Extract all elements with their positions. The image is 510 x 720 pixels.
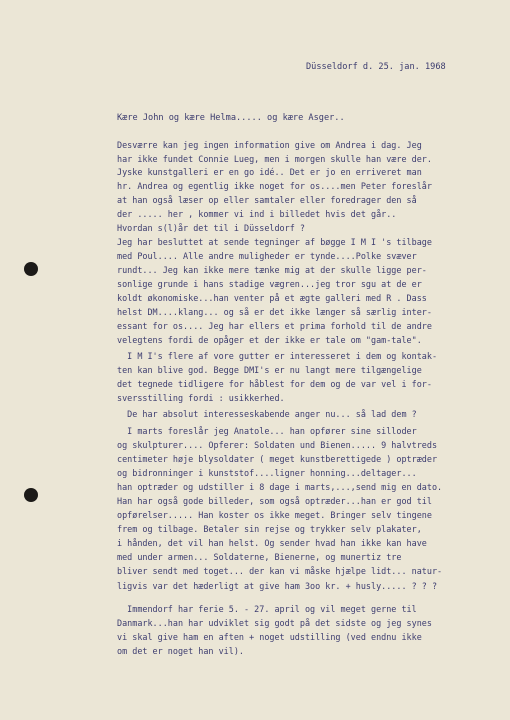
letter-line: Jyske kunstgalleri er en go idé.. Det er jo en erriveret man (117, 167, 422, 177)
letter-line: ligvis var det hæderligt at give ham 3oo kr. + husly..... ? ? ? (117, 581, 438, 591)
letter-line: med under armen... Soldaterne, Bienerne, og munertiz tre (117, 552, 402, 562)
letter-line: bliver sendt med toget... der kan vi måske hjælpe lidt... natur- (117, 566, 443, 576)
letter-line: Hvordan s(l)år det til i Düsseldorf ? (117, 223, 305, 233)
letter-line: sversstilling fordi : usikkerhed. (117, 393, 285, 403)
letter-line: opførelser..... Han koster os ikke meget. Bringer selv tingene (117, 510, 432, 520)
letter-line: med Poul.... Alle andre muligheder er tynde....Polke svæver (117, 251, 417, 261)
letter-line: ten kan blive god. Begge DMI's er nu langt mere tilgængelige (117, 365, 422, 375)
letter-line: det tegnede tidligere for håblest for dem og de var vel i for- (117, 379, 432, 389)
letter-line: De har absolut interesseskabende anger nu... så lad dem ? (117, 409, 417, 419)
punch-hole-bottom (24, 488, 38, 502)
letter-line: og skulpturer.... Opferer: Soldaten und Bienen..... 9 halvtreds (117, 440, 438, 450)
letter-line: har ikke fundet Connie Lueg, men i morgen skulle han være der. (117, 154, 432, 164)
letter-line: I marts foreslår jeg Anatole... han opfører sine silloder (117, 426, 417, 436)
letter-line: Jeg har besluttet at sende tegninger af bøgge I M I 's tilbage (117, 237, 432, 247)
letter-line: hr. Andrea og egentlig ikke noget for os....men Peter foreslår (117, 181, 432, 191)
letter-line: helst DM....klang... og så er det ikke længer så særlig inter- (117, 307, 432, 317)
letter-line: vi skal give ham en aften + noget udstilling (ved endnu ikke (117, 632, 422, 642)
letter-line: frem og tilbage. Betaler sin rejse og trykker selv plakater, (117, 524, 422, 534)
letter-date: Düsseldorf d. 25. jan. 1968 (306, 62, 446, 72)
letter-line: rundt... Jeg kan ikke mere tænke mig at der skulle ligge per- (117, 265, 427, 275)
letter-line: velegtens fordi de opåger et der ikke er tale om "gam-tale". (117, 335, 422, 345)
letter-line: og bidronninger i kunststof....ligner honning...deltager... (117, 468, 417, 478)
letter-line: der ..... her , kommer vi ind i billedet hvis det går.. (117, 209, 397, 219)
letter-line: Han har også gode billeder, som også optræder...han er god til (117, 496, 432, 506)
letter-line: Desværre kan jeg ingen information give om Andrea i dag. Jeg (117, 140, 422, 150)
letter-line: om det er noget han vil). (117, 646, 244, 656)
letter-line: sonlige grunde i hans stadige vægren...jeg tror sgu at de er (117, 279, 422, 289)
letter-line: at han også læser op eller samtaler eller foredrager den så (117, 195, 417, 205)
letter-line: koldt økonomiske...han venter på et ægte galleri med R . Dass (117, 293, 427, 303)
letter-line: I M I's flere af vore gutter er interesseret i dem og kontak- (117, 351, 438, 361)
letter-line: essant for os.... Jeg har ellers et prima forhold til de andre (117, 321, 432, 331)
letter-line: Danmark...han har udviklet sig godt på det sidste og jeg synes (117, 618, 432, 628)
letter-line: i hånden, det vil han helst. Og sender hvad han ikke kan have (117, 538, 427, 548)
letter-line: han optræder og udstiller i 8 dage i marts,...,send mig en dato. (117, 482, 443, 492)
letter-line: centimeter høje blysoldater ( meget kunstberettigede ) optræder (117, 454, 438, 464)
letter-greeting: Kære John og kære Helma..... og kære Asger.. (117, 113, 345, 123)
letter-line: Immendorf har ferie 5. - 27. april og vil meget gerne til (117, 604, 417, 614)
punch-hole-top (24, 262, 38, 276)
